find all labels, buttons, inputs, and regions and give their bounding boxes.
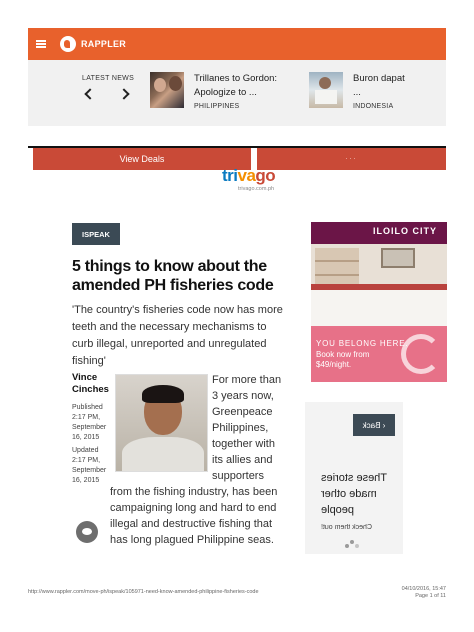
news-item-title[interactable]: Buron dapat ... <box>353 73 405 98</box>
back-button[interactable]: ‹ Back <box>353 414 395 436</box>
article-lede: 'The country's fisheries code now has more teeth and the necessary mechanisms to curb illegal, unreported and unregulated fishing' <box>72 304 283 367</box>
news-item-category: PHILIPPINES <box>194 103 240 110</box>
news-item-category: INDONESIA <box>353 103 394 110</box>
loading-spinner-icon <box>345 540 361 552</box>
ad-price: Book now from $49/night. <box>316 350 370 369</box>
published-date: Published 2:17 PM, September 16, 2015 <box>72 404 107 441</box>
author-name[interactable]: Vince Cinches <box>72 372 109 395</box>
promo-title: These stories made other people <box>321 472 388 516</box>
latest-news-bar <box>28 60 446 126</box>
footer-date: 04/10/2016, 15:47 Page 1 of 11 <box>401 586 446 599</box>
latest-news-label: LATEST NEWS <box>82 75 135 82</box>
menu-icon[interactable] <box>36 40 46 48</box>
footer-url: http://www.rappler.com/move-ph/ispeak/105971-need-know-amended-philippine-fisheries-code <box>28 589 259 595</box>
ad-site-url: trivago.com.ph <box>238 186 275 192</box>
bed-image <box>311 284 447 328</box>
ad-city: ILOILO CITY <box>373 226 437 236</box>
author-photo <box>115 374 208 472</box>
view-deals-button[interactable]: View Deals <box>33 148 251 170</box>
chevron-left-icon[interactable] <box>84 88 95 99</box>
comment-icon[interactable] <box>76 521 98 543</box>
rappler-logo-icon[interactable] <box>60 36 76 52</box>
news-thumbnail[interactable] <box>309 72 343 108</box>
frame-image <box>381 248 415 268</box>
ad-banner-right[interactable]: ... <box>257 148 446 170</box>
news-thumbnail[interactable] <box>150 72 184 108</box>
promo-subtitle[interactable]: Check them out! <box>321 524 372 531</box>
site-header <box>28 28 446 60</box>
article-body-wide: from the fishing industry, has been campaigning long and hard to end illegal and destructive fishing that has long plagued Philippine seas. <box>110 486 278 546</box>
updated-date: Updated 2:17 PM, September 16, 2015 <box>72 447 107 484</box>
ad-tagline: YOU BELONG HERE. <box>316 339 409 348</box>
brand-name[interactable]: RAPPLER <box>81 39 127 49</box>
category-tag[interactable]: ISPEAK <box>72 223 120 245</box>
hotel-ad[interactable] <box>311 222 447 382</box>
news-item-title[interactable]: Trillanes to Gordon: Apologize to ... <box>194 73 278 98</box>
article-headline: 5 things to know about the amended PH fisheries code <box>72 258 274 294</box>
related-stories-promo <box>305 402 403 554</box>
chevron-right-icon[interactable] <box>118 88 129 99</box>
article-body-narrow: For more than 3 years now, Greenpeace Philippines, together with its allies and supporters <box>212 374 282 482</box>
trivago-logo[interactable]: trivago <box>222 166 276 185</box>
